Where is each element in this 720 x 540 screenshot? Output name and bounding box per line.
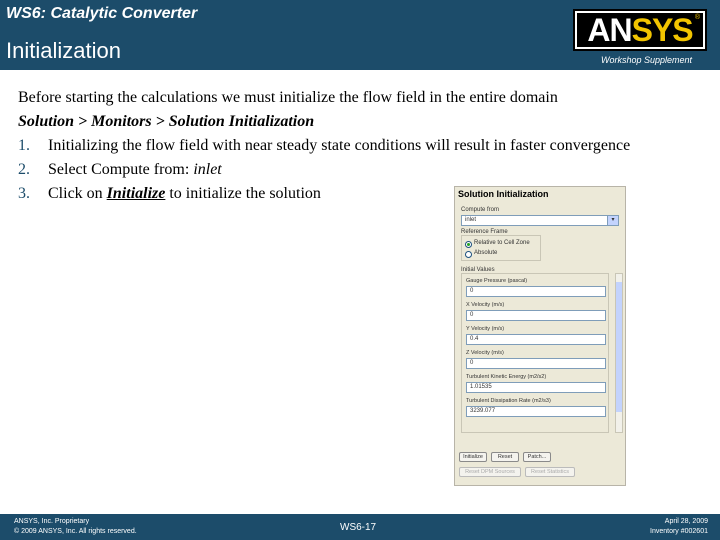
menu-path: Solution > Monitors > Solution Initialization	[18, 113, 315, 130]
reference-frame-label: Reference Frame	[461, 229, 508, 235]
step-prefix: Select Compute from:	[48, 161, 194, 178]
field-label: Z Velocity (m/s)	[466, 350, 504, 356]
footer-date: April 28, 2009	[664, 518, 708, 525]
step-number: 2.	[18, 161, 30, 178]
field-label: Turbulent Kinetic Energy (m2/s2)	[466, 374, 547, 380]
list-item	[18, 134, 658, 158]
gauge-pressure-field[interactable]	[466, 286, 606, 297]
footer-inventory: Inventory #002601	[650, 528, 708, 535]
footer-rights: © 2009 ANSYS, Inc. All rights reserved.	[14, 528, 137, 535]
field-label: Turbulent Dissipation Rate (m2/s3)	[466, 398, 551, 404]
step-prefix: Click on	[48, 185, 107, 202]
initial-values-label: Initial Values	[461, 267, 495, 273]
reset-dpm-sources-button[interactable]: Reset DPM Sources	[459, 467, 521, 477]
field-value: 1.01535	[470, 384, 492, 390]
workshop-supplement-label: Workshop Supplement	[600, 55, 692, 65]
slide-number: WS6-17	[340, 522, 377, 533]
step-number: 3.	[18, 185, 30, 202]
step-text: Initializing the flow field with near steady state conditions will result in faster convergence	[48, 137, 631, 154]
footer-bar	[0, 514, 720, 540]
step-suffix: to initialize the solution	[165, 185, 321, 202]
reset-statistics-button[interactable]: Reset Statistics	[525, 467, 575, 477]
logo-text-an: AN	[587, 12, 632, 48]
initialize-button[interactable]: Initialize	[459, 452, 487, 462]
dialog-title: Solution Initialization	[458, 189, 549, 199]
radio-absolute-label[interactable]: Absolute	[474, 250, 498, 256]
initial-values-group	[461, 273, 609, 433]
list-item	[18, 158, 658, 182]
footer-proprietary: ANSYS, Inc. Proprietary	[14, 518, 90, 525]
logo-text-sys: SYS	[631, 12, 693, 48]
page-title: Initialization	[6, 38, 121, 63]
field-value: 0.4	[470, 336, 479, 342]
chevron-down-icon[interactable]: ▾	[607, 216, 618, 225]
field-label: Gauge Pressure (pascal)	[466, 278, 528, 284]
turbulent-dissipation-rate-field[interactable]	[466, 406, 606, 417]
intro-text: Before starting the calculations we must initialize the flow field in the entire domain	[18, 89, 558, 106]
field-value: 0	[470, 360, 474, 366]
reset-button[interactable]: Reset	[491, 452, 519, 462]
x-velocity-field[interactable]	[466, 310, 606, 321]
field-value: 0	[470, 312, 474, 318]
scrollbar-thumb[interactable]	[616, 282, 622, 412]
turbulent-kinetic-energy-field[interactable]	[466, 382, 606, 393]
step-value: inlet	[193, 161, 222, 178]
radio-relative-label[interactable]: Relative to Cell Zone	[474, 240, 530, 246]
compute-from-label: Compute from	[461, 207, 500, 213]
solution-initialization-dialog	[454, 186, 626, 486]
step-action: Initialize	[106, 185, 166, 202]
reference-frame-group	[461, 235, 541, 261]
step-number: 1.	[18, 137, 30, 154]
field-value: 3239.077	[470, 408, 496, 414]
header-bar	[0, 0, 720, 70]
field-label: Y Velocity (m/s)	[466, 326, 505, 332]
footer-copyright	[14, 517, 137, 537]
ansys-logo	[573, 9, 707, 51]
compute-from-value: inlet	[465, 217, 477, 223]
compute-from-select[interactable]	[461, 215, 619, 226]
field-label: X Velocity (m/s)	[466, 302, 505, 308]
radio-absolute[interactable]	[465, 251, 472, 258]
radio-relative[interactable]	[465, 241, 472, 248]
header-subtitle: WS6: Catalytic Converter	[6, 5, 198, 22]
z-velocity-field[interactable]	[466, 358, 606, 369]
y-velocity-field[interactable]	[466, 334, 606, 345]
dialog-scrollbar[interactable]	[615, 273, 623, 433]
field-value: 0	[470, 288, 474, 294]
logo-registered-mark: ®	[694, 14, 700, 21]
footer-date-block	[650, 517, 708, 537]
patch-button[interactable]: Patch...	[523, 452, 551, 462]
